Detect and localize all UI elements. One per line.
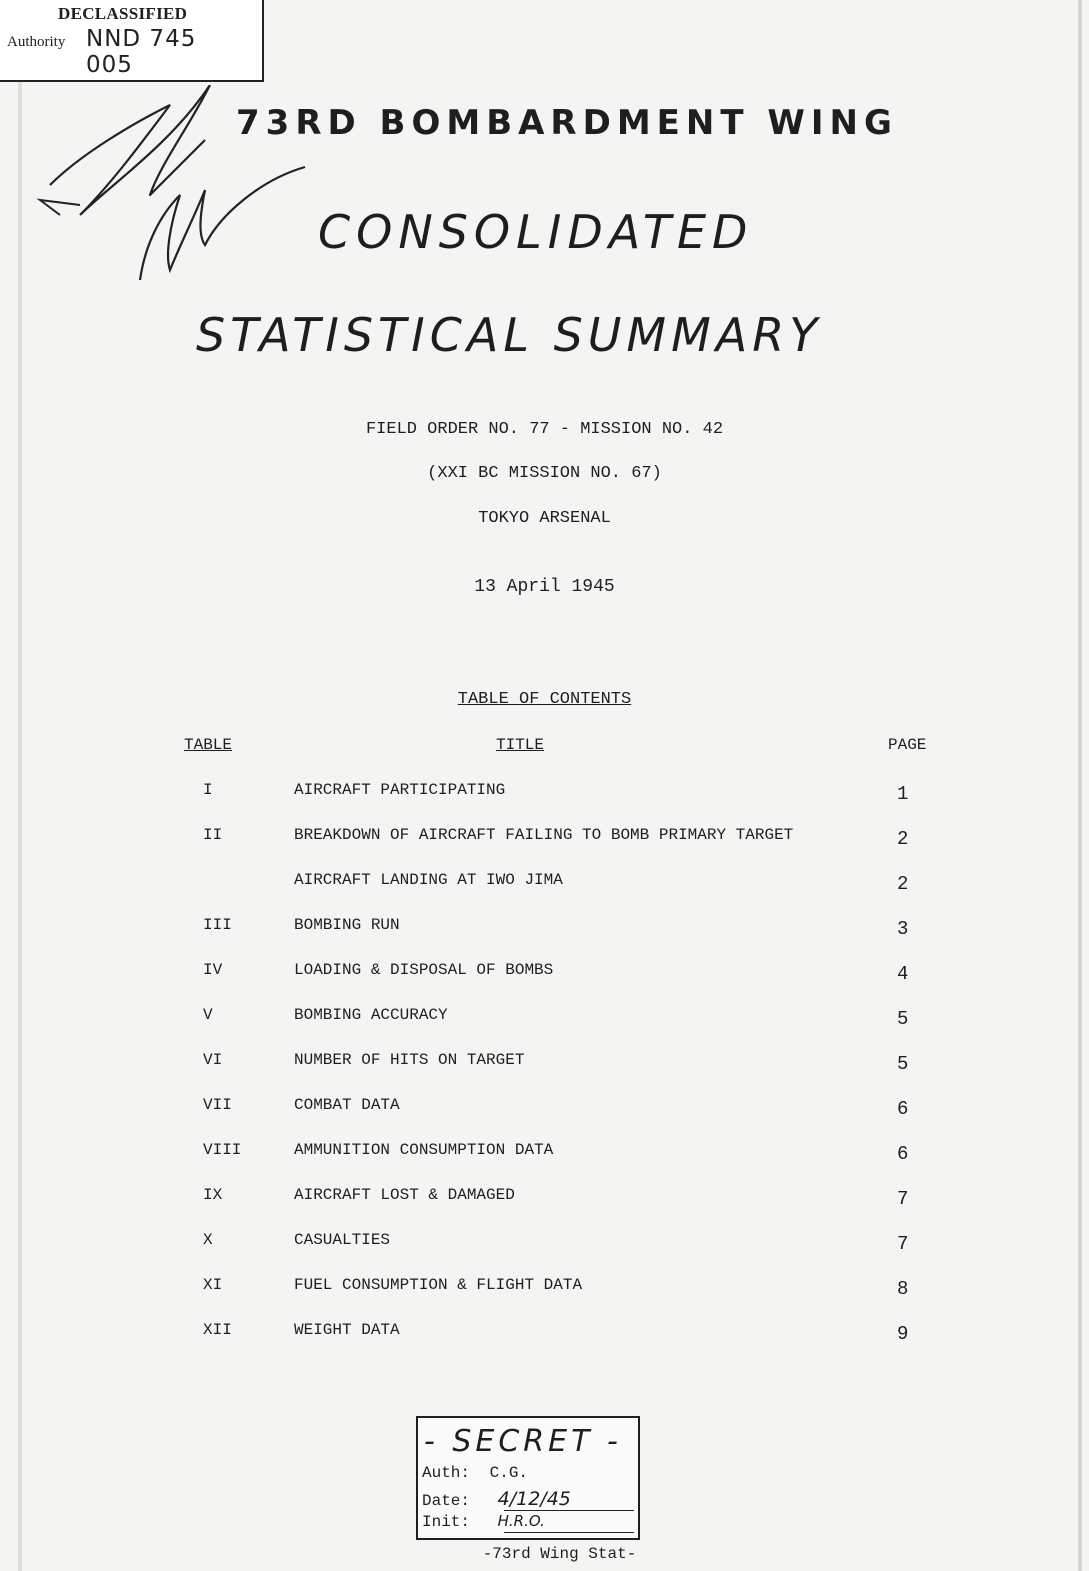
toc-row-page: 9 <box>897 1323 909 1345</box>
toc-row-number: X <box>203 1231 213 1249</box>
toc-row <box>0 1231 1089 1257</box>
toc-row-page: 2 <box>897 873 909 895</box>
toc-row-title: BOMBING RUN <box>294 916 400 934</box>
consolidated-heading: CONSOLIDATED <box>318 205 754 259</box>
toc-row-title: AMMUNITION CONSUMPTION DATA <box>294 1141 554 1159</box>
toc-row-title: LOADING & DISPOSAL OF BOMBS <box>294 961 554 979</box>
toc-row <box>0 781 1089 807</box>
toc-row-title: AIRCRAFT LANDING AT IWO JIMA <box>294 871 563 889</box>
secret-date-underline <box>504 1510 634 1511</box>
secret-title: - SECRET - <box>424 1424 622 1459</box>
footer-caption: -73rd Wing Stat- <box>482 1545 637 1563</box>
toc-row-title: AIRCRAFT PARTICIPATING <box>294 781 506 799</box>
toc-row-page: 7 <box>897 1233 909 1255</box>
toc-row-number: VI <box>203 1051 223 1069</box>
toc-row-page: 6 <box>897 1143 909 1165</box>
toc-row-number: XII <box>203 1321 232 1339</box>
toc-row <box>0 871 1089 897</box>
toc-row-title: BREAKDOWN OF AIRCRAFT FAILING TO BOMB PRIMARY TARGET <box>294 826 794 844</box>
toc-row <box>0 1186 1089 1212</box>
toc-row <box>0 961 1089 987</box>
toc-row <box>0 1321 1089 1347</box>
toc-row-number: IX <box>203 1186 223 1204</box>
col-header-table: TABLE <box>184 736 233 754</box>
toc-row-page: 4 <box>897 963 909 985</box>
secret-init-label: Init: <box>422 1513 471 1531</box>
date-line: 13 April 1945 <box>474 577 615 597</box>
toc-row-number: IV <box>203 961 223 979</box>
secret-auth-value: C.G. <box>489 1464 529 1482</box>
secret-init-underline <box>504 1532 634 1533</box>
toc-row <box>0 1051 1089 1077</box>
toc-row-page: 1 <box>897 783 909 805</box>
toc-row-number: III <box>203 916 232 934</box>
toc-heading: TABLE OF CONTENTS <box>457 690 632 709</box>
toc-row <box>0 1006 1089 1032</box>
bc-mission-line: (XXI BC MISSION NO. 67) <box>427 464 662 483</box>
toc-row-page: 8 <box>897 1278 909 1300</box>
toc-row-page: 7 <box>897 1188 909 1210</box>
toc-row-page: 3 <box>897 918 909 940</box>
secret-init-row <box>422 1512 545 1531</box>
secret-auth-label: Auth: <box>422 1464 471 1482</box>
secret-stamp <box>416 1416 640 1540</box>
wing-heading: 73RD BOMBARDMENT WING <box>236 103 898 143</box>
toc-row-number: II <box>203 826 223 844</box>
authority-label: Authority <box>7 34 66 50</box>
toc-row-page: 2 <box>897 828 909 850</box>
toc-row-page: 5 <box>897 1008 909 1030</box>
declassified-title: DECLASSIFIED <box>58 4 188 23</box>
secret-date-value: 4/12/45 <box>497 1488 571 1510</box>
toc-row <box>0 916 1089 942</box>
toc-row <box>0 826 1089 852</box>
toc-row-title: NUMBER OF HITS ON TARGET <box>294 1051 525 1069</box>
toc-row-title: AIRCRAFT LOST & DAMAGED <box>294 1186 515 1204</box>
toc-row-title: FUEL CONSUMPTION & FLIGHT DATA <box>294 1276 583 1294</box>
secret-date-row <box>422 1488 571 1510</box>
toc-row-page: 6 <box>897 1098 909 1120</box>
toc-row <box>0 1141 1089 1167</box>
field-order-line: FIELD ORDER NO. 77 - MISSION NO. 42 <box>365 420 724 439</box>
toc-row-number: V <box>203 1006 213 1024</box>
declassified-stamp <box>0 0 264 82</box>
col-header-page: PAGE <box>888 736 927 754</box>
secret-date-label: Date: <box>422 1492 471 1510</box>
secret-auth-row <box>422 1464 528 1482</box>
secret-init-value: H.R.O. <box>497 1512 545 1530</box>
toc-row-number: VIII <box>203 1141 242 1159</box>
target-line: TOKYO ARSENAL <box>478 509 611 528</box>
toc-row-number: XI <box>203 1276 223 1294</box>
toc-row-title: COMBAT DATA <box>294 1096 400 1114</box>
toc-row-page: 5 <box>897 1053 909 1075</box>
toc-row-title: WEIGHT DATA <box>294 1321 400 1339</box>
toc-row-number: I <box>203 781 213 799</box>
toc-row-title: CASUALTIES <box>294 1231 391 1249</box>
toc-row <box>0 1096 1089 1122</box>
toc-row-number: VII <box>203 1096 232 1114</box>
toc-row <box>0 1276 1089 1302</box>
col-header-title: TITLE <box>496 736 545 754</box>
toc-row-title: BOMBING ACCURACY <box>294 1006 448 1024</box>
statistical-summary-heading: STATISTICAL SUMMARY <box>196 308 823 362</box>
authority-number: NND 745 005 <box>86 26 246 81</box>
